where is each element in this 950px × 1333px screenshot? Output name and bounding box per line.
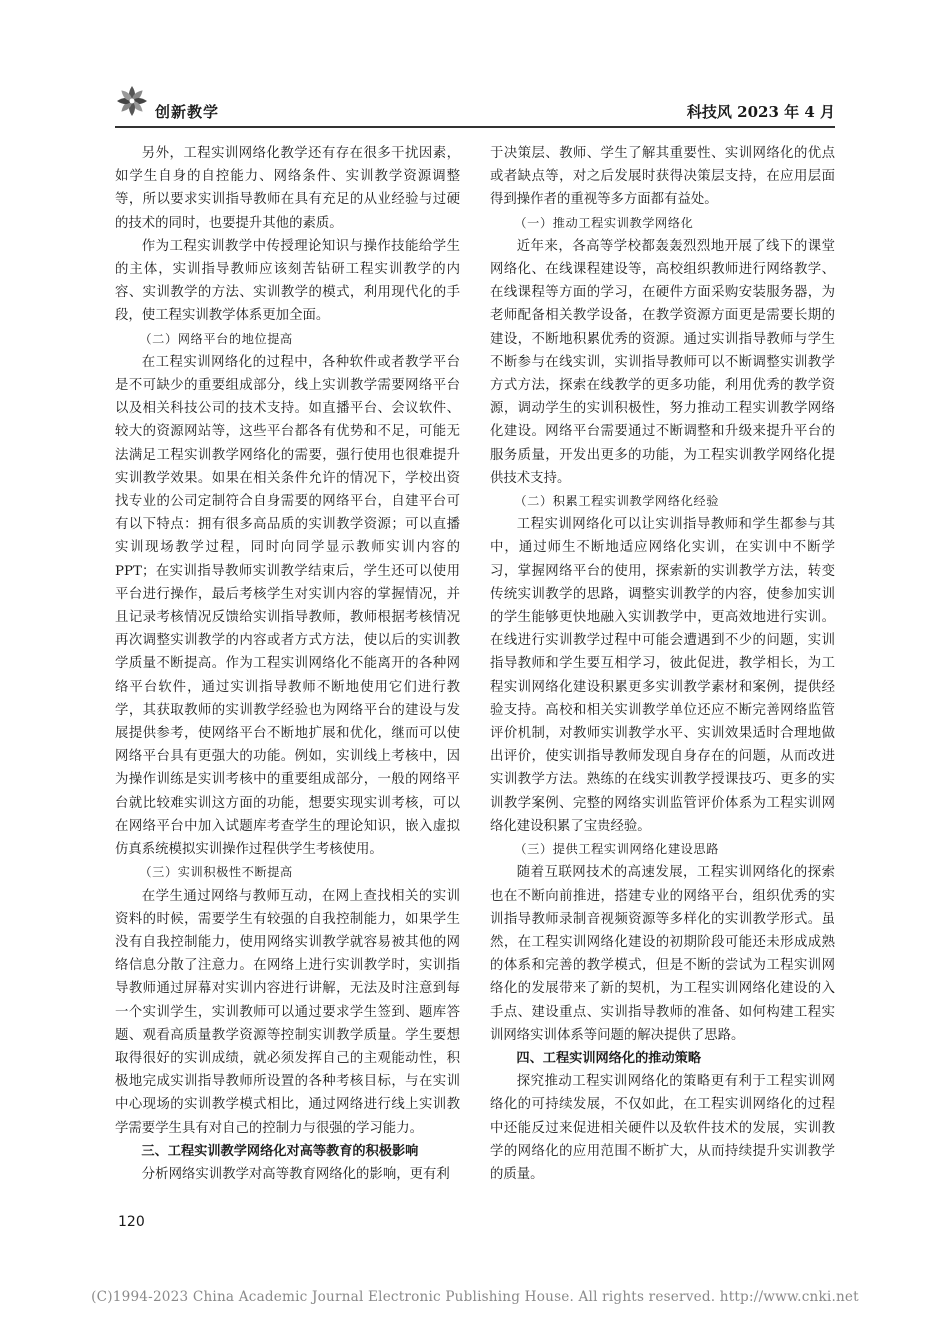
section-heading: （一）推动工程实训教学网络化	[514, 215, 694, 230]
right-column	[490, 142, 835, 1186]
section-heading: （三）提供工程实训网络化建设思路	[514, 842, 719, 857]
paragraph: 于决策层、教师、学生了解其重要性、实训网络化的优点或者缺点等，对之后发展时获得决策层支持，在应用层面得到操作者的重视等多方面都有益处。	[490, 146, 835, 208]
left-column	[115, 142, 460, 1186]
paragraph: 在学生通过网络与教师互动，在网上查找相关的实训资料的时候，需要学生有较强的自我控制能力，如果学生没有自我控制能力，使用网络实训教学就容易被其他的网络信息分散了注意力。在网络上进行实训教学时，实训指导教师通过屏幕对实训内容进行讲解，无法及时注意到每一个实训学生，实训教师可以通过要求学生签到、题库答题、观看高质量教学资源等控制实训教学质量。学生要想取得很好的实训成绩，就必须发挥自己的主观能动性，积极地完成实训指导教师所设置的各种考核目标，与在实训中心现场的实训教学模式相比，通过网络进行线上实训教学需要学生具有对自己的控制力与很强的学习能力。	[115, 888, 460, 1136]
section-heading: （二）网络平台的地位提高	[139, 331, 293, 346]
paragraph: 在工程实训网络化的过程中，各种软件或者教学平台是不可缺少的重要组成部分，线上实训教学需要网络平台以及相关科技公司的技术支持。如直播平台、会议软件、较大的资源网站等，这些平台都各有优势和不足，可能无法满足工程实训教学网络化的需要，强行使用也很难提升实训教学效果。如果在相关条件允许的情况下，学校出资找专业的公司定制符合自身需要的网络平台，自建平台可有以下特点：拥有很多高品质的实训教学资源；可以直播实训现场教学过程，同时向同学显示教师实训内容的PPT；在实训指导教师实训教学结束后，学生还可以使用平台进行操作，最后考核学生对实训内容的掌握情况，并且记录考核情况反馈给实训指导教师，教师根据考核情况再次调整实训教学的内容或者方式方法，使以后的实训教学质量不断提高。作为工程实训网络化不能离开的各种网络平台软件，通过实训指导教师不断地使用它们进行教学，其获取教师的实训教学经验也为网络平台的建设与发展提供参考，使网络平台不断地扩展和优化，继而可以使网络平台具有更强大的功能。例如，实训线上考核中，因为操作训练是实训考核中的重要组成部分，一般的网络平台就比较难实训这方面的功能，想要实现实训考核，可以在网络平台中加入试题库考查学生的理论知识，嵌入虚拟仿真系统模拟实训操作过程供学生考核使用。	[115, 354, 460, 858]
journal-name: 创新教学	[155, 103, 220, 121]
journal-logo-icon	[115, 84, 149, 118]
paragraph: 工程实训网络化可以让实训指导教师和学生都参与其中，通过师生不断地适应网络化实训，在实训中不断学习，掌握网络平台的使用，探索新的实训教学方法，转变传统实训教学的思路，调整实训教学的内容，使参加实训的学生能够更快地融入实训教学中，更高效地进行实训。在线进行实训教学过程中可能会遭遇到不少的问题，实训指导教师和学生要互相学习，彼此促进，教学相长，为工程实训网络化建设积累更多实训教学素材和案例，提供经验支持。高校和相关实训教学单位还应不断完善网络监管评价机制，对教师实训教学水平、实训效果适时合理地做出评价，使实训指导教师发现自身存在的问题，从而改进实训教学方法。熟练的在线实训教学授课技巧、更多的实训教学案例、完整的网络实训监管评价体系为工程实训网络化建设积累了宝贵经验。	[490, 517, 835, 834]
page-header	[115, 82, 835, 124]
paragraph: 另外，工程实训网络化教学还有存在很多干扰因素，如学生自身的自控能力、网络条件、实训教学资源调整等，所以要求实训指导教师在具有充足的从业经验与过硬的技术的同时，也要提升其他的素质。	[115, 146, 460, 231]
paragraph: 近年来，各高等学校都轰轰烈烈地开展了线下的课堂网络化、在线课程建设等，高校组织教师进行网络教学、在线课程等方面的学习，在硬件方面采购安装服务器，为老师配备相关教学设备，在教学资源方面更是需要长期的建设，不断地积累优秀的资源。通过实训指导教师与学生不断参与在线实训，实训指导教师可以不断调整实训教学方式方法，探索在线教学的更多功能，利用优秀的教学资源，调动学生的实训积极性，努力推动工程实训教学网络化建设。网络平台需要通过不断调整和升级来提升平台的服务质量，开发出更多的功能，为工程实训教学网络化提供技术支持。	[490, 238, 835, 486]
section-heading: （二）积累工程实训教学网络化经验	[514, 494, 719, 509]
paragraph: 随着互联网技术的高速发展，工程实训网络化的探索也在不断向前推进，搭建专业的网络平台，组织优秀的实训指导教师录制音视频资源等多样化的实训教学形式。虽然，在工程实训网络化建设的初期阶段可能还未形成成熟的体系和完善的教学模式，但是不断的尝试为工程实训网络化的发展带来了新的契机，为工程实训网络化建设的入手点、建设重点、实训指导教师的准备、如何构建工程实训网络实训体系等问题的解决提供了思路。	[490, 865, 835, 1043]
issue-label: 科技风 2023 年 4 月	[686, 103, 835, 121]
header-divider	[115, 126, 835, 128]
chapter-heading: 三、工程实训教学网络化对高等教育的积极影响	[141, 1143, 419, 1159]
section-heading: （三）实训积极性不断提高	[139, 865, 293, 880]
chapter-heading: 四、工程实训网络化的推动策略	[516, 1050, 702, 1066]
paragraph: 分析网络实训教学对高等教育网络化的影响，更有利	[141, 1166, 450, 1182]
copyright-notice: (C)1994-2023 China Academic Journal Electronic Publishing House. All rights reserved. http://www.cnki.net	[91, 1289, 859, 1305]
page-number: 120	[118, 1214, 145, 1230]
paragraph: 作为工程实训教学中传授理论知识与操作技能给学生的主体，实训指导教师应该刻苦钻研工程实训教学的内容、实训教学的方法、实训教学的模式，利用现代化的手段，使工程实训教学体系更加全面。	[115, 238, 460, 324]
paragraph: 探究推动工程实训网络化的策略更有利于工程实训网络化的可持续发展，不仅如此，在工程实训网络化的过程中还能反过来促进相关硬件以及软件技术的发展，实训教学的网络化的应用范围不断扩大，从而持续提升实训教学的质量。	[490, 1074, 835, 1182]
